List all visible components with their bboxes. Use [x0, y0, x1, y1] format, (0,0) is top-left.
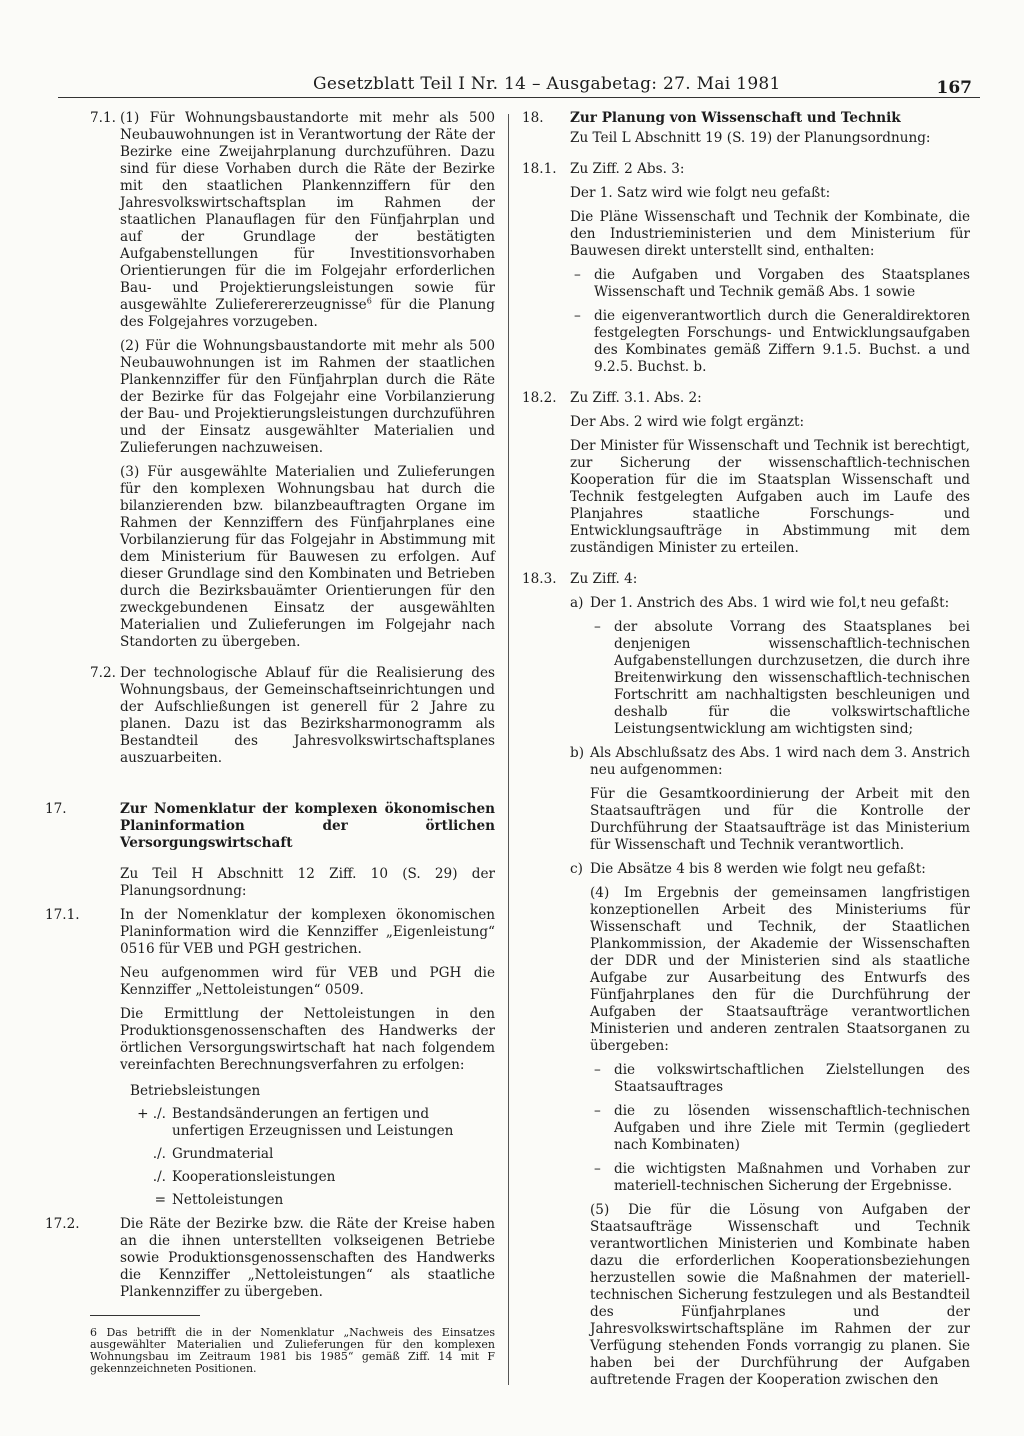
paragraph: Der technologische Ablauf für die Realisierung des Wohnungsbaus, der Gemeinschaftseinrichtungen und der Aufschließungen ist generell für 2 Jahre zu planen. Dazu ist das Bezirksharmonogramm als Bestandteil des Jahresvolkswirtschaftsplanes auszuarbeiten. [120, 665, 495, 766]
paragraph: Neu aufgenommen wird für VEB und PGH die Kennziffer „Nettoleistungen“ 0509. [120, 965, 495, 998]
right-column [522, 110, 970, 1389]
paragraph: In der Nomenklatur der komplexen ökonomischen Planinformation wird die Kennziffer „Eigenleistung“ 0516 für VEB und PGH gestrichen. [120, 907, 495, 957]
paragraph: (2) Für die Wohnungsbaustandorte mit mehr als 500 Neubauwohnungen ist im Rahmen der staatlichen Plankennziffer für den Fünfjahrplan durch die Räte der Bezirke für das Folgejahr eine Vorbilanzierung der Bau- und Projektierungsleistungen durchzuführen und der Einsatz ausgewählter Materialien und Zulieferungen nachzuweisen. [120, 338, 495, 456]
section-number: 18.1. [522, 161, 557, 177]
section-number: 18.3. [522, 571, 557, 587]
section-7-2 [40, 665, 495, 767]
reference: Zu Ziff. 3.1. Abs. 2: [570, 390, 702, 406]
item-a: a) Der 1. Anstrich des Abs. 1 wird wie fol,t neu gefaßt: – der absolute Vorrang des Staatsplanes bei denjenigen wissenschaftlich-technischen Aufgabenstellungen durchzusetzen, die durch ihre Breitenwirkung den wissenschaftlich-technischen Fortschritt am nachhaltigsten beschleunigen und deshalb für die volkswirtschaftliche Leistungsentwicklung am wichtigsten sind; [570, 595, 970, 737]
section-number: 17. [45, 801, 67, 817]
footnote-ref: 6 [366, 296, 372, 306]
section-18-2 [522, 390, 970, 557]
paragraph: Die Ermittlung der Nettoleistungen in den Produktionsgenossenschaften des Handwerks der örtlichen Versorgungswirtschaft hat nach folgendem vereinfachten Berechnungsverfahren zu erfolgen: [120, 1006, 495, 1073]
paragraph: Die Pläne Wissenschaft und Technik der Kombinate, die den Industrieministerien und dem Ministerium für Bauwesen direkt unterstellt sind, enthalten: [570, 209, 970, 259]
paragraph: Der Minister für Wissenschaft und Technik ist berechtigt, zur Sicherung der wissenschaftlich-technischen Kooperation für die im Staatsplan Wissenschaft und Technik festgelegten Aufgaben auch im Laufe des Planjahres staatliche Forschungs- und Entwicklungsaufträge in Abstimmung mit dem zuständigen Minister zu erteilen. [570, 438, 970, 556]
footnote-rule [90, 1315, 200, 1316]
left-column [40, 110, 495, 1386]
list-item: – die eigenverantwortlich durch die Generaldirektoren festgelegten Forschungs- und Entwicklungsaufgaben des Kombinates gemäß Ziffern 9.1.5. Buchst. a und 9.2.5. Buchst. b. [574, 308, 970, 375]
calc-row: = Nettoleistungen [154, 1192, 284, 1208]
list-item: – die wichtigsten Maßnahmen und Vorhaben zur materiell-technischen Sicherung der Ergebnisse. [594, 1161, 970, 1194]
calc-row: Betriebsleistungen [130, 1083, 261, 1099]
list-item: – die zu lösenden wissenschaftlich-technischen Aufgaben und ihre Ziele mit Termin (gegliedert nach Kombinaten) [594, 1103, 970, 1153]
section-18-1 [522, 161, 970, 376]
item-c: c) Die Absätze 4 bis 8 werden wie folgt neu gefaßt: (4) Im Ergebnis der gemeinsamen langfristigen konzeptionellen Arbeit des Ministeriums für Wissenschaft und Technik, der Staatlichen Plankommission, der Akademie der Wissenschaften der DDR und der Ministerien sind als staatliche Aufgabe zur Ausarbeitung des Entwurfs des Fünfjahrplanes den für die Durchführung der Aufgaben der Staatsaufträge verantwortlichen Ministerien und anderen zentralen Staatsorganen zu übergeben: – die volkswirtschaftlichen Zielstellungen des Staatsauftrages – die zu lösenden wissenschaftlich-technischen Aufgaben und ihre Ziele mit Termin (gegliedert nach Kombinaten) – die wichtigsten Maßnahmen und Vorhaben zur materiell-technischen Sicherung der Ergebnisse. (5) Die für die Lösung von Aufgaben der Staatsaufträge Wissenschaft und Technik verantwortlichen Ministerien und Kombinate haben dazu die erforderlichen Kooperationsbeziehungen herzustellen sowie die Maßnahmen der materiell-technischen Sicherung festzulegen und als Bestandteil des Fünfjahrplanes und der Jahresvolkswirtschaftspläne im Rahmen der zur Verfügung stehenden Fonds vorrangig zu planen. Sie haben bei der Durchführung der Aufgaben auftretende Fragen der Kooperation zwischen den [570, 861, 970, 1388]
paragraph: Zu Teil L Abschnitt 19 (S. 19) der Planungsordnung: [570, 130, 931, 146]
list-item: – die Aufgaben und Vorgaben des Staatsplanes Wissenschaft und Technik gemäß Abs. 1 sowie [574, 267, 970, 300]
section-18-3 [522, 571, 970, 1389]
calc-row: ./. Grundmaterial [152, 1146, 274, 1162]
section-heading: Zur Nomenklatur der komplexen ökonomischen Planinformation der örtlichen Versorgungswirtschaft [120, 801, 495, 851]
paragraph: (1) Für Wohnungsbaustandorte mit mehr als 500 Neubauwohnungen ist in Verantwortung der Räte der Bezirke eine Zweijahrplanung durchzuführen. Dazu sind für diese Vorhaben durch die Räte der Bezirke mit den staatlichen Plankennziffern für den Jahresvolkswirtschaftsplan im Rahmen der staatlichen Planauflagen für den Fünfjahrplan und auf der Grundlage der bestätigten Aufgabenstellungen für Investitionsvorhaben Orientierungen für die im Folgejahr erforderlichen Bau- und Projektierungsleistungen sowie für ausgewählte Zulieferererzeugnisse$^6$ für die Planung des Folgejahres vorzugeben. [120, 110, 495, 330]
section-17 [40, 801, 495, 900]
page-number: 167 [936, 78, 972, 98]
column-divider [508, 114, 509, 1385]
header-rule [58, 97, 980, 98]
paragraph: Für die Gesamtkoordinierung der Arbeit mit den Staatsaufträgen und für die Kontrolle der Durchführung der Staatsaufträge ist das Ministerium für Wissenschaft und Technik verantwortlich. [590, 786, 970, 853]
calculation-scheme [120, 1083, 495, 1209]
list-item: – die volkswirtschaftlichen Zielstellungen des Staatsauftrages [594, 1062, 970, 1095]
paragraph: Der 1. Satz wird wie folgt neu gefaßt: [570, 185, 831, 201]
paragraph: (4) Im Ergebnis der gemeinsamen langfristigen konzeptionellen Arbeit des Ministeriums für Wissenschaft und Technik, der Staatlichen Plankommission, der Akademie der Wissenschaften der DDR und der Ministerien sind als staatliche Aufgabe zur Ausarbeitung des Entwurfs des Fünfjahrplanes den für die Durchführung der Aufgaben der Staatsaufträge verantwortlichen Ministerien und anderen zentralen Staatsorganen zu übergeben: [590, 885, 970, 1054]
paragraph: Die Räte der Bezirke bzw. die Räte der Kreise haben an die ihnen unterstellten volkseigenen Betriebe sowie Produktionsgenossenschaften des Handwerks die Kennziffer „Nettoleistungen“ als staatliche Plankennziffer zu übergeben. [120, 1216, 495, 1300]
reference: Zu Ziff. 2 Abs. 3: [570, 161, 685, 177]
paragraph: Der Abs. 2 wird wie folgt ergänzt: [570, 414, 805, 430]
section-7-1 [40, 110, 495, 651]
section-heading: Zur Planung von Wissenschaft und Technik [570, 110, 901, 126]
section-17-2 [40, 1216, 495, 1301]
section-number: 18.2. [522, 390, 557, 406]
section-number: 17.2. [45, 1216, 80, 1232]
item-b: b) Als Abschlußsatz des Abs. 1 wird nach dem 3. Anstrich neu aufgenommen: Für die Gesamtkoordinierung der Arbeit mit den Staatsaufträgen und für die Kontrolle der Durchführung der Staatsaufträge ist das Ministerium für Wissenschaft und Technik verantwortlich. [570, 745, 970, 853]
list-item: – der absolute Vorrang des Staatsplanes bei denjenigen wissenschaftlich-technischen Aufgabenstellungen durchzusetzen, die durch ihre Breitenwirkung den wissenschaftlich-technischen Fortschritt am nachhaltigsten beschleunigen und deshalb für die volkswirtschaftliche Leistungsentwicklung am wichtigsten sind; [594, 619, 970, 737]
paragraph: (3) Für ausgewählte Materialien und Zulieferungen für den komplexen Wohnungsbau hat durch die bilanzierenden bzw. bilanzbeauftragten Organe im Rahmen der Kennziffern des Fünfjahrplanes eine Vorbilanzierung für das Folgejahr in Abstimmung mit dem Ministerium für Bauwesen zu erfolgen. Auf dieser Grundlage sind den Kombinaten und Betrieben durch die Bezirksbauämter Orientierungen für den zweckgebundenen Einsatz der ausgewählten Materialien und Zulieferungen im Folgejahr nach Standorten zu übergeben. [120, 464, 495, 650]
paragraph: Zu Teil H Abschnitt 12 Ziff. 10 (S. 29) der Planungsordnung: [120, 866, 495, 899]
section-number: 7.1. [90, 110, 116, 126]
reference: Zu Ziff. 4: [570, 571, 638, 587]
calc-row: ./. Kooperationsleistungen [152, 1169, 336, 1185]
section-number: 7.2. [90, 665, 116, 681]
section-17-1 [40, 907, 495, 1209]
section-number: 17.1. [45, 907, 80, 923]
section-number: 18. [522, 110, 544, 126]
footnote: 6 Das betrifft die in der Nomenklatur „Nachweis des Einsatzes ausgewählter Materialien und Zulieferungen für den komplexen Wohnungsbau im Zeitraum 1981 bis 1985“ gemäß Ziff. 14 mit F gekennzeichneten Positionen. [90, 1326, 495, 1375]
section-18 [522, 110, 970, 147]
paragraph: (5) Die für die Lösung von Aufgaben der Staatsaufträge Wissenschaft und Technik verantwortlichen Ministerien und Kombinate haben dazu die erforderlichen Kooperationsbeziehungen herzustellen sowie die Maßnahmen der materiell-technischen Sicherung festzulegen und als Bestandteil des Fünfjahrplanes und der Jahresvolkswirtschaftspläne im Rahmen der zur Verfügung stehenden Fonds vorrangig zu planen. Sie haben bei der Durchführung der Aufgaben auftretende Fragen der Kooperation zwischen den [590, 1202, 970, 1388]
calc-row: + ./. Bestandsänderungen an fertigen und unfertigen Erzeugnissen und Leistungen [137, 1106, 454, 1139]
gazette-title: Gesetzblatt Teil I Nr. 14 – Ausgabetag: 27. Mai 1981 [313, 74, 781, 94]
